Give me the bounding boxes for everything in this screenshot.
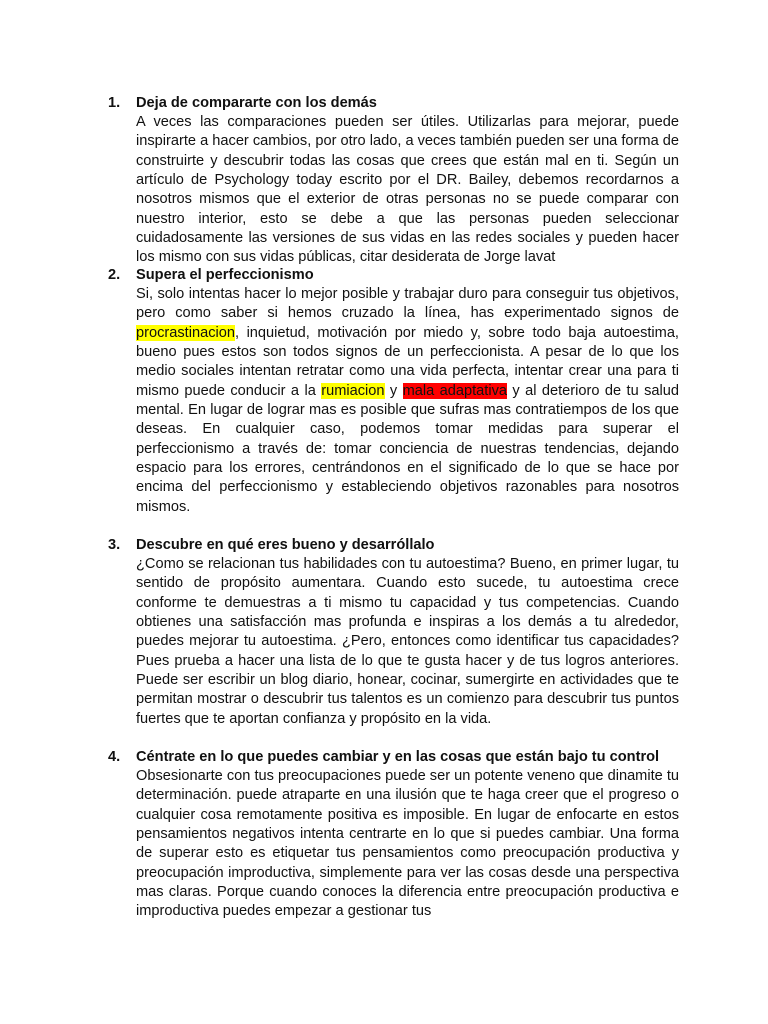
list-item-heading bbox=[108, 536, 679, 555]
list-item-heading bbox=[108, 266, 679, 285]
list-number: 3. bbox=[108, 537, 121, 553]
list-item-3 bbox=[108, 536, 679, 729]
list-item-1 bbox=[108, 94, 679, 268]
list-item-4 bbox=[108, 748, 679, 922]
section-body: Obsesionarte con tus preocupaciones puede ser un potente veneno que dinamite tu determinación. puede atraparte en una ilusión que te haga creer que el progreso o cualquier cosa remotamente positiva es imposible. En lugar de enfocarte en estos pensamientos negativos intenta centrarte en lo que si puedes cambiar. Una forma de superar esto es etiquetar tus pensamientos como preocupación productiva y preocupación improductiva, simplemente para ver las cosas desde una perspectiva mas claras. Porque cuando conoces la diferencia entre preocupación productiva e improductiva puedes empezar a gestionar tus bbox=[136, 768, 679, 920]
section-body: ¿Como se relacionan tus habilidades con tu autoestima? Bueno, en primer lugar, tu sentido de propósito aumentara. Cuando esto sucede, tu autoestima crece conforme te demuestras a ti mismo tu capacidad y tus competencias. Cuando obtienes una satisfacción mas profunda e inspiras a los demás a tu alrededor, puedes mejorar tu autoestima. ¿Pero, entonces como identificar tus capacidades? Pues prueba a hacer una lista de lo que te gusta hacer y de tus logros anteriores. Puede ser escribir un blog diario, honear, cocinar, sumergirte en actividades que te permitan mostrar o descubrir tus talentos es un comienzo para descubrir tus puntos fuertes que te aportan confianza y propósito en la vida. bbox=[136, 556, 679, 727]
list-number: 4. bbox=[108, 749, 121, 765]
body-text: , inquietud, motivación por miedo y, sobre todo baja autoestima, bueno pues estos son todos signos de un perfeccionista. A pesar de lo que los medio sociales intentan retratar como una vida perfecta, intentar crear una para ti mismo puede conducir a la bbox=[136, 324, 679, 399]
list-item-2 bbox=[108, 266, 679, 517]
body-text: y bbox=[384, 382, 403, 399]
body-text: y al deterioro de tu salud mental. En lugar de lograr mas es posible que sufras mas contratiempos de los que deseas. En cualquier caso, podemos tomar medidas para superar el perfeccionismo a través de: tomar conciencia de nuestras tendencias, dejando espacio para los errores, centrándonos en el significado de lo que se hace por encima del perfeccionismo y estableciendo objetivos razonables para nosotros mismos. bbox=[136, 382, 680, 515]
section-body: A veces las comparaciones pueden ser útiles. Utilizarlas para mejorar, puede inspirarte a hacer cambios, por otro lado, a veces también pueden ser una forma de construirte y descubrir todas las cosas que crees que están mal en ti. Según un artículo de Psychology today escrito por el DR. Bailey, debemos recordarnos a nosotros mismos que el exterior de otras personas no se puede comparar con nuestro interior, esto se debe a que las personas pueden seleccionar cuidadosamente las versiones de sus vidas en las redes sociales y pueden hacer los mismo con sus vidas públicas, citar desiderata de Jorge lavat bbox=[136, 114, 679, 266]
section-title: Céntrate en lo que puedes cambiar y en las cosas que están bajo tu control bbox=[136, 749, 660, 765]
highlighted-phrase-mala-adaptativa: mala adaptativa bbox=[402, 382, 508, 399]
highlighted-word-rumiacion: rumiacion bbox=[321, 382, 385, 399]
section-title: Supera el perfeccionismo bbox=[136, 267, 314, 283]
list-number: 2. bbox=[108, 267, 121, 283]
body-text: Si, solo intentas hacer lo mejor posible y trabajar duro para conseguir tus objetivos, pero como saber si hemos cruzado la línea, has experimentado signos de bbox=[136, 286, 679, 322]
list-item-heading bbox=[108, 94, 679, 113]
highlighted-word-procrastinacion: procrastinacion bbox=[136, 324, 235, 341]
section-body bbox=[136, 285, 679, 517]
list-item-heading bbox=[108, 748, 679, 767]
section-title: Descubre en qué eres bueno y desarróllalo bbox=[136, 537, 435, 553]
section-title: Deja de compararte con los demás bbox=[136, 95, 377, 111]
list-number: 1. bbox=[108, 95, 121, 111]
